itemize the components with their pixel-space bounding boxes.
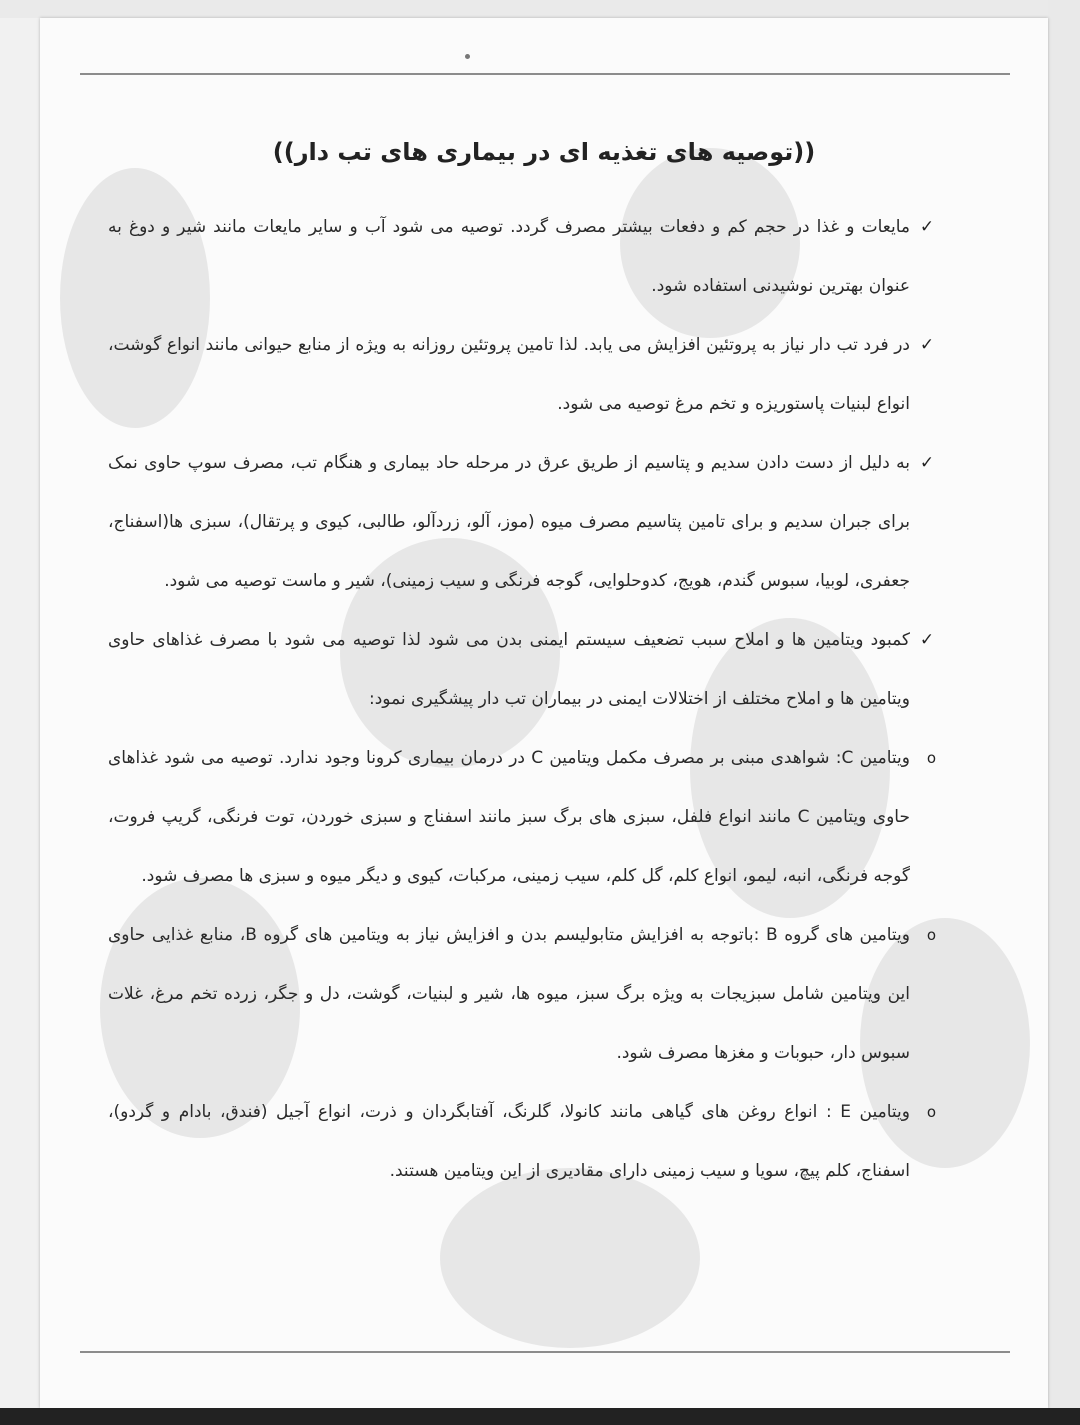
sub-list-item bbox=[108, 729, 938, 906]
sub-list-item-text: ویتامین C: شواهدی مبنی بر مصرف مکمل ویتامین C در درمان بیماری کرونا وجود ندارد. توصیه می شود غذاهای حاوی ویتامین C مانند انواع فلفل، سبزی های برگ سبز مانند اسفناج و سبزی خوردن، توت فرنگی، گریپ فروت، گوجه فرنگی، انبه، لیمو، انواع کلم، گل کلم، سیب زمینی، مرکبات، کیوی و دیگر میوه و سبزی ها مصرف شود. bbox=[108, 748, 910, 886]
list-item bbox=[108, 198, 938, 316]
document-body bbox=[108, 198, 938, 1201]
list-item bbox=[108, 316, 938, 434]
list-item bbox=[108, 434, 938, 611]
list-item-text: کمبود ویتامین ها و املاح سبب تضعیف سیستم ایمنی بدن می شود لذا توصیه می شود با مصرف غذاهای حاوی ویتامین ها و املاح مختلف از اختلالات ایمنی در بیماران تب دار پیشگیری نمود: bbox=[108, 630, 910, 709]
header-rule bbox=[80, 73, 1010, 75]
sub-list-item bbox=[108, 1083, 938, 1201]
page-title: ((توصیه های تغذیه ای در بیماری های تب دار)) bbox=[272, 138, 816, 166]
document-page bbox=[40, 18, 1048, 1408]
circle-bullet-icon: o bbox=[926, 926, 936, 944]
check-icon: ✓ bbox=[919, 217, 935, 237]
scan-bottom-edge bbox=[0, 1408, 1080, 1425]
scan-top-margin bbox=[0, 0, 1080, 18]
footer-rule bbox=[80, 1351, 1010, 1353]
sub-list-item-text: ویتامین E : انواع روغن های گیاهی مانند کانولا، گلرنگ، آفتابگردان و ذرت، انواع آجیل (فندق، بادام و گردو)، اسفناج، کلم پیچ، سویا و سیب زمینی دارای مقادیری از این ویتامین هستند. bbox=[108, 1102, 910, 1181]
check-icon: ✓ bbox=[919, 630, 935, 650]
check-icon: ✓ bbox=[919, 335, 935, 355]
scan-dot bbox=[465, 54, 470, 59]
list-item-text: مایعات و غذا در حجم کم و دفعات بیشتر مصرف گردد. توصیه می شود آب و سایر مایعات مانند شیر و دوغ به عنوان بهترین نوشیدنی استفاده شود. bbox=[108, 217, 910, 296]
circle-bullet-icon: o bbox=[926, 1103, 936, 1121]
list-item-text: به دلیل از دست دادن سدیم و پتاسیم از طریق عرق در مرحله حاد بیماری و هنگام تب، مصرف سوپ حاوی نمک برای جبران سدیم و برای تامین پتاسیم مصرف میوه (موز، آلو، زردآلو، طالبی، کیوی و پرتقال)، سبزی ها(اسفناج، جعفری، لوبیا، سبوس گندم، هویج، کدوحلوایی، گوجه فرنگی و سیب زمینی)، شیر و ماست توصیه می شود. bbox=[108, 453, 910, 591]
sub-list-item-text: ویتامین های گروه B :باتوجه به افزایش متابولیسم بدن و افزایش نیاز به ویتامین های گروه B، منابع غذایی حاوی این ویتامین شامل سبزیجات به ویژه برگ سبز، میوه ها، شیر و لبنیات، گوشت، دل و جگر، زرده تخم مرغ، غلات سبوس دار، حبوبات و مغزها مصرف شود. bbox=[108, 925, 910, 1063]
circle-bullet-icon: o bbox=[926, 749, 936, 767]
check-icon: ✓ bbox=[919, 453, 935, 473]
sub-list-item bbox=[108, 906, 938, 1083]
list-item bbox=[108, 611, 938, 729]
list-item-text: در فرد تب دار نیاز به پروتئین افزایش می یابد. لذا تامین پروتئین روزانه به ویژه از منابع حیوانی مانند انواع گوشت، انواع لبنیات پاستوریزه و تخم مرغ توصیه می شود. bbox=[108, 335, 910, 414]
scan-right-margin bbox=[1048, 0, 1080, 1408]
